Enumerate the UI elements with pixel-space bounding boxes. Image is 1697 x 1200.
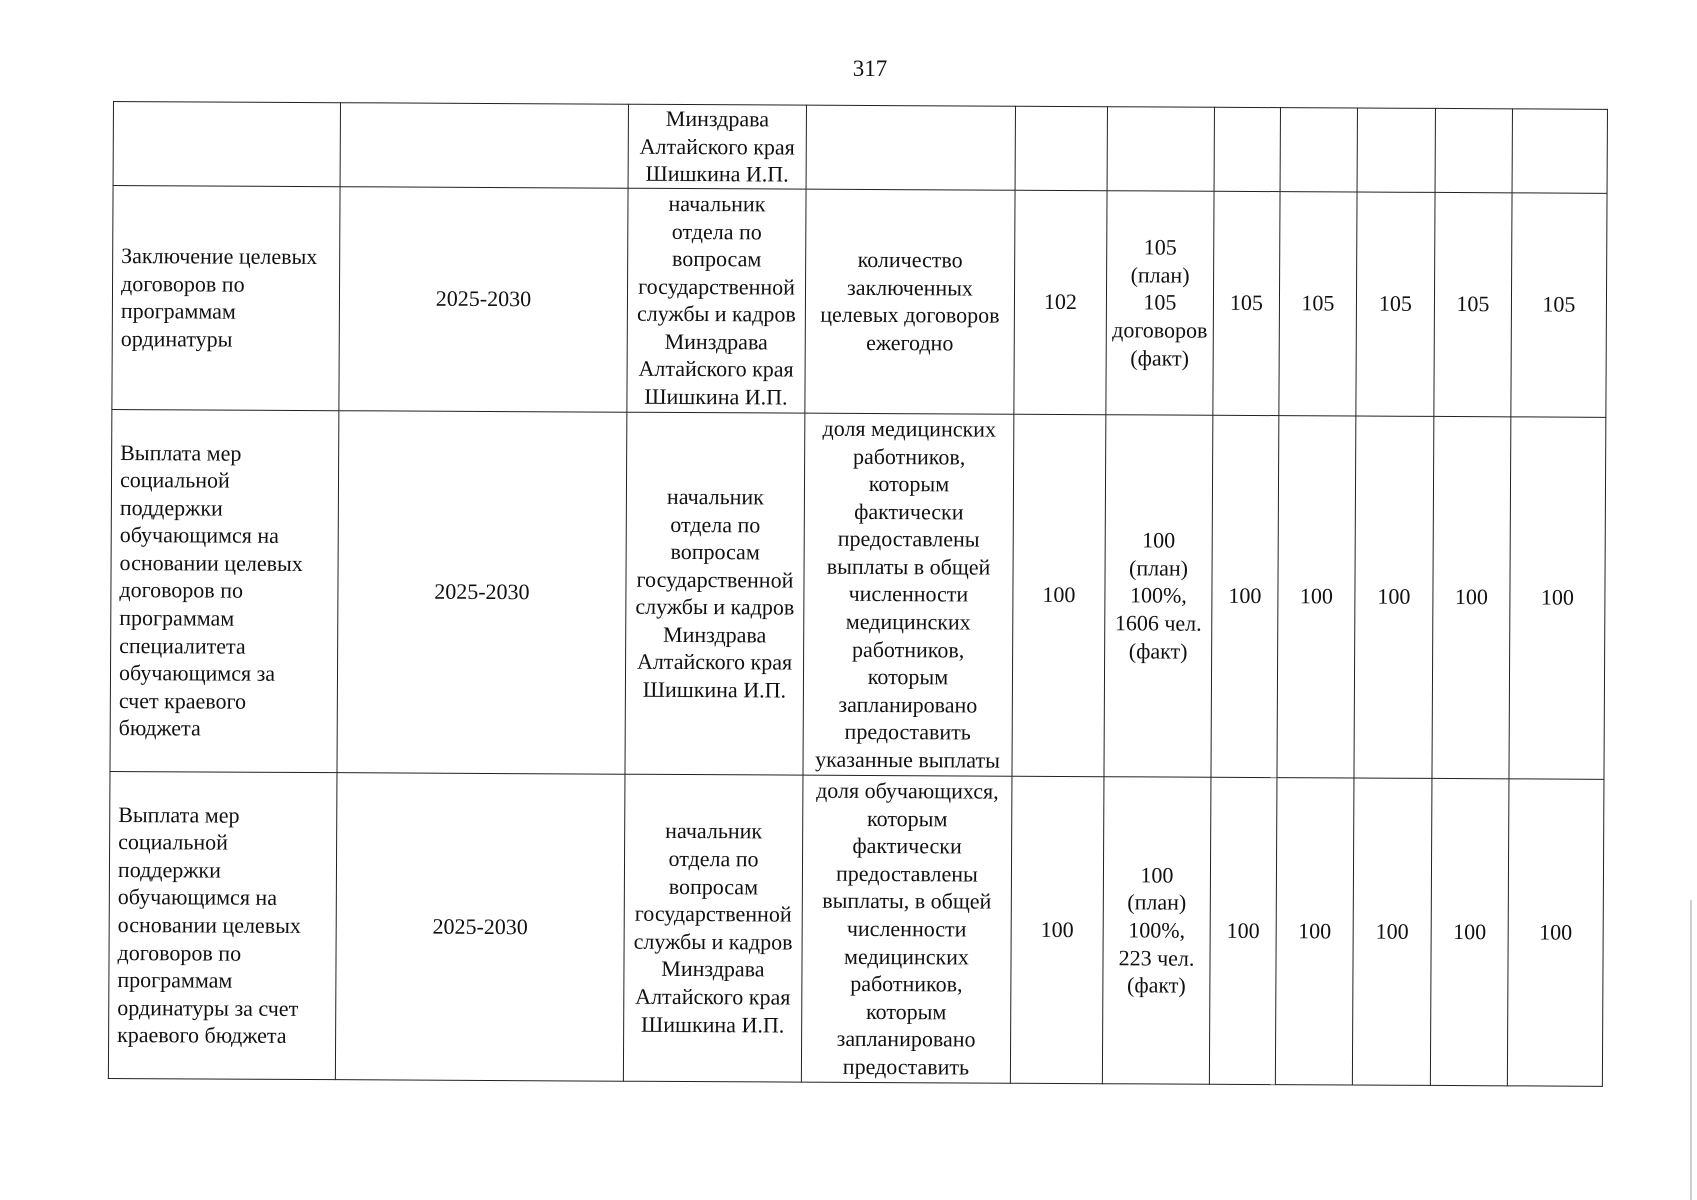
period-cell: 2025-2030	[335, 772, 625, 1081]
value-2027-cell: 105	[1356, 192, 1435, 416]
base-value-cell: 100	[1010, 776, 1104, 1083]
responsible-cell: начальник отдела по вопросам государственной службы и кадров Минздрава Алтайского края Шишкина И.П.	[627, 188, 806, 413]
table-row	[113, 102, 1607, 194]
value-2026-cell	[1280, 108, 1357, 192]
value-2027-cell	[1357, 108, 1435, 192]
activity-cell: Выплата мер социальной поддержки обучающимся на основании целевых договоров по программам ординатуры за счет краевого бюджета	[108, 771, 337, 1079]
value-2025-cell: 100	[1211, 415, 1279, 777]
value-2029-cell: 105	[1511, 193, 1607, 417]
value-2029-cell: 100	[1507, 779, 1604, 1086]
value-2025-cell	[1214, 107, 1280, 191]
value-2026-cell: 100	[1277, 415, 1356, 777]
indicator-cell: количество заключенных целевых договоров ежегодно	[805, 189, 1015, 414]
responsible-cell: начальник отдела по вопросам государственной службы и кадров Минздрава Алтайского края Шишкина И.П.	[623, 774, 803, 1082]
indicator-cell	[806, 105, 1015, 190]
scan-edge-line	[1690, 900, 1692, 1200]
value-2025-cell: 100	[1209, 777, 1277, 1084]
indicator-cell: доля медицинских работников, которым фактически предоставлены выплаты в общей численности медицинских работников, которым запланировано предоставить указанные выплаты	[803, 413, 1014, 776]
page-number: 317	[852, 56, 888, 81]
activity-cell: Выплата мер социальной поддержки обучающимся на основании целевых договоров по программам специалитета обучающимся за счет краевого бюджета	[110, 409, 339, 772]
value-2024-cell: 105 (план) 105 договоров (факт)	[1106, 190, 1214, 415]
responsible-cell: начальник отдела по вопросам государственной службы и кадров Минздрава Алтайского края Шишкина И.П.	[625, 412, 805, 775]
table-row	[112, 185, 1607, 417]
value-2024-cell: 100 (план) 100%, 223 чел. (факт)	[1102, 776, 1211, 1084]
value-2028-cell	[1435, 108, 1512, 192]
value-2024-cell: 100 (план) 100%, 1606 чел. (факт)	[1104, 414, 1213, 777]
responsible-cell: Минздрава Алтайского края Шишкина И.П.	[628, 104, 806, 189]
value-2028-cell: 105	[1434, 192, 1512, 416]
value-2024-cell	[1107, 107, 1214, 191]
program-activities-table	[108, 101, 1608, 1087]
value-2029-cell	[1512, 109, 1607, 193]
base-value-cell: 102	[1014, 190, 1107, 414]
value-2027-cell: 100	[1352, 778, 1432, 1085]
value-2028-cell: 100	[1432, 416, 1511, 778]
period-cell: 2025-2030	[337, 410, 627, 774]
value-2028-cell: 100	[1430, 778, 1509, 1085]
value-2026-cell: 100	[1275, 777, 1354, 1084]
activity-cell	[113, 102, 340, 187]
period-cell: 2025-2030	[339, 186, 628, 412]
base-value-cell	[1015, 106, 1107, 190]
indicator-cell: доля обучающихся, которым фактически предоставлены выплаты, в общей численности медицинских работников, которым запланировано предоставить	[801, 775, 1012, 1083]
value-2026-cell: 105	[1279, 191, 1357, 415]
activity-cell: Заключение целевых договоров по программам ординатуры	[112, 185, 340, 410]
value-2027-cell: 100	[1354, 416, 1434, 778]
base-value-cell: 100	[1012, 414, 1106, 776]
value-2025-cell: 105	[1213, 191, 1280, 415]
table-row	[108, 771, 1604, 1086]
value-2029-cell: 100	[1509, 417, 1606, 779]
table-row	[110, 409, 1606, 779]
period-cell	[340, 103, 628, 188]
